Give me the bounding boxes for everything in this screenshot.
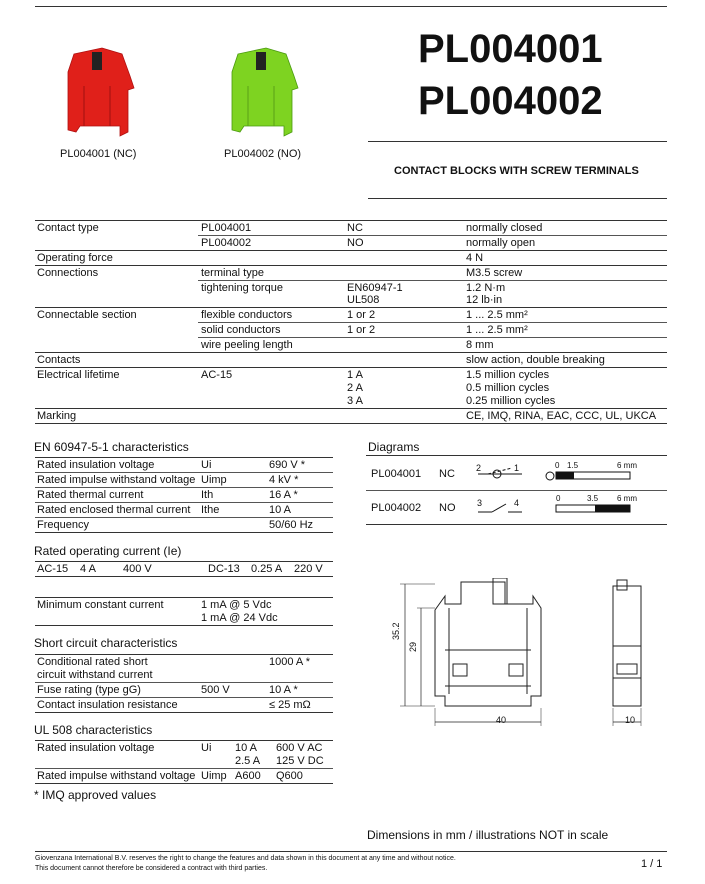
en-row-value: 16 A * bbox=[269, 489, 298, 501]
en-row-symbol: Uimp bbox=[201, 474, 227, 486]
lifetime-label: Electrical lifetime bbox=[37, 369, 120, 381]
product-code-1: PL004001 bbox=[418, 27, 603, 71]
sc-cell: 500 V bbox=[201, 684, 230, 696]
spec-cell: wire peeling length bbox=[201, 339, 293, 351]
sc-label: Conditional rated short bbox=[37, 656, 148, 668]
sc-value: 10 A * bbox=[269, 684, 298, 696]
diagrams-title: Diagrams bbox=[368, 440, 420, 454]
sc-label: circuit withstand current bbox=[37, 669, 153, 681]
spec-cell: EN60947-1 bbox=[347, 282, 403, 294]
sc-value: ≤ 25 mΩ bbox=[269, 699, 311, 711]
spec-cell: 1 or 2 bbox=[347, 309, 376, 321]
dim-height-body: 29 bbox=[408, 641, 418, 652]
ul-cell: 600 V AC bbox=[276, 742, 323, 754]
imq-note: * IMQ approved values bbox=[34, 788, 157, 802]
spec-cell: 0.25 million cycles bbox=[466, 395, 556, 407]
spec-cell: PL004001 bbox=[201, 222, 252, 234]
en-row-label: Rated impulse withstand voltage bbox=[37, 474, 196, 486]
table-rule bbox=[35, 487, 333, 488]
en-row-value: 690 V * bbox=[269, 459, 306, 471]
contact-type-label: Contact type bbox=[37, 222, 99, 234]
terminal-number: 1 bbox=[514, 463, 520, 473]
footer-disclaimer: Giovenzana International B.V. reserves the right to change the features and data shown in this document at any time and without notice. bbox=[35, 855, 456, 862]
contacts-value: slow action, double breaking bbox=[466, 354, 605, 366]
short-circuit-title: Short circuit characteristics bbox=[34, 636, 178, 650]
terminal-number: 2 bbox=[476, 463, 482, 473]
spec-cell: flexible conductors bbox=[201, 309, 293, 321]
spec-cell: solid conductors bbox=[201, 324, 281, 336]
spec-cell: M3.5 screw bbox=[466, 267, 523, 279]
en-row-value: 10 A bbox=[269, 504, 292, 516]
spec-cell: 0.5 million cycles bbox=[466, 382, 550, 394]
en-row-symbol: Ith bbox=[201, 489, 214, 501]
oc-cell: 4 A bbox=[80, 563, 96, 575]
spec-cell: PL004002 bbox=[201, 237, 252, 249]
section-label: Connectable section bbox=[37, 309, 137, 321]
ul-cell: A600 bbox=[235, 770, 261, 782]
table-rule bbox=[35, 502, 333, 503]
diagram-no-type: NO bbox=[439, 502, 456, 514]
stroke-mark: 1.5 bbox=[567, 461, 579, 470]
stroke-mark: 0 bbox=[555, 461, 560, 470]
spec-cell: normally closed bbox=[466, 222, 543, 234]
min-current-value: 1 mA @ 24 Vdc bbox=[201, 612, 278, 624]
ul-cell: 125 V DC bbox=[276, 755, 324, 767]
ul-label: Rated insulation voltage bbox=[37, 742, 155, 754]
subtitle: CONTACT BLOCKS WITH SCREW TERMINALS bbox=[394, 165, 639, 177]
marking-label: Marking bbox=[37, 410, 77, 422]
spec-cell: 1 or 2 bbox=[347, 324, 376, 336]
spec-cell: tightening torque bbox=[201, 282, 283, 294]
en-row-label: Rated enclosed thermal current bbox=[37, 504, 191, 516]
spec-cell: 12 lb·in bbox=[466, 294, 503, 306]
sc-label: Fuse rating (type gG) bbox=[37, 684, 141, 696]
diagram-nc-code: PL004001 bbox=[371, 468, 422, 480]
spec-cell: terminal type bbox=[201, 267, 264, 279]
ul-cell: Ui bbox=[201, 742, 212, 754]
product-image-nc bbox=[62, 46, 142, 138]
caption-nc: PL004001 (NC) bbox=[60, 148, 137, 160]
spec-cell: NO bbox=[347, 237, 364, 249]
spec-cell: 1 ... 2.5 mm² bbox=[466, 309, 528, 321]
product-image-no bbox=[226, 46, 306, 138]
sc-label: Contact insulation resistance bbox=[37, 699, 178, 711]
spec-cell: normally open bbox=[466, 237, 536, 249]
dimensional-drawing bbox=[385, 578, 665, 728]
min-current-label: Minimum constant current bbox=[37, 599, 164, 611]
ul-cell: Q600 bbox=[276, 770, 303, 782]
stroke-mark: 6 mm bbox=[617, 494, 637, 503]
min-current-value: 1 mA @ 5 Vdc bbox=[201, 599, 272, 611]
oc-cell: 0.25 A bbox=[251, 563, 283, 575]
terminal-number: 3 bbox=[477, 498, 483, 508]
top-rule bbox=[35, 6, 667, 7]
operating-force-label: Operating force bbox=[37, 252, 113, 264]
spec-cell: 2 A bbox=[347, 382, 363, 394]
table-rule bbox=[35, 532, 333, 533]
ul-cell: 2.5 A bbox=[235, 755, 261, 767]
spec-cell: UL508 bbox=[347, 294, 380, 306]
en-row-label: Rated insulation voltage bbox=[37, 459, 155, 471]
terminal-number: 4 bbox=[514, 498, 520, 508]
table-rule bbox=[35, 457, 333, 458]
page-number: 1 / 1 bbox=[641, 858, 663, 870]
en60947-title: EN 60947-5-1 characteristics bbox=[34, 440, 189, 454]
ul-cell: 10 A bbox=[235, 742, 258, 754]
en-row-value: 4 kV * bbox=[269, 474, 299, 486]
oc-cell: 220 V bbox=[294, 563, 323, 575]
stroke-mark: 0 bbox=[556, 494, 561, 503]
spec-cell: 1.2 N·m bbox=[466, 282, 506, 294]
connections-label: Connections bbox=[37, 267, 99, 279]
nc-stroke-bar bbox=[543, 470, 643, 482]
dim-height-total: 35.2 bbox=[391, 622, 401, 640]
dimensions-caption: Dimensions in mm / illustrations NOT in scale bbox=[367, 828, 609, 842]
oc-cell: DC-13 bbox=[208, 563, 240, 575]
product-code-2: PL004002 bbox=[418, 79, 603, 123]
dim-depth: 10 bbox=[625, 715, 636, 725]
footer-disclaimer: This document cannot therefore be considered a contract with third parties. bbox=[35, 865, 268, 872]
spec-cell: AC-15 bbox=[201, 369, 233, 381]
diagram-no-code: PL004002 bbox=[371, 502, 422, 514]
stroke-mark: 3.5 bbox=[587, 494, 599, 503]
spec-cell: 8 mm bbox=[466, 339, 494, 351]
sc-value: 1000 A * bbox=[269, 656, 310, 668]
table-rule bbox=[35, 517, 333, 518]
no-stroke-bar bbox=[555, 503, 635, 515]
spec-cell: 3 A bbox=[347, 395, 363, 407]
operating-current-title: Rated operating current (Ie) bbox=[34, 544, 182, 558]
en-row-symbol: Ithe bbox=[201, 504, 220, 516]
en-row-label: Frequency bbox=[37, 519, 89, 531]
spec-cell: 1 ... 2.5 mm² bbox=[466, 324, 528, 336]
stroke-mark: 6 mm bbox=[617, 461, 637, 470]
dim-width: 40 bbox=[496, 715, 507, 725]
oc-cell: 400 V bbox=[123, 563, 152, 575]
oc-cell: AC-15 bbox=[37, 563, 69, 575]
spec-cell: 1.5 million cycles bbox=[466, 369, 550, 381]
diagram-nc-type: NC bbox=[439, 468, 455, 480]
marking-value: CE, IMQ, RINA, EAC, CCC, UL, UKCA bbox=[466, 410, 657, 422]
contacts-label: Contacts bbox=[37, 354, 81, 366]
spec-cell: NC bbox=[347, 222, 363, 234]
table-rule bbox=[35, 472, 333, 473]
en-row-label: Rated thermal current bbox=[37, 489, 144, 501]
en-row-value: 50/60 Hz bbox=[269, 519, 314, 531]
operating-force-value: 4 N bbox=[466, 252, 484, 264]
caption-no: PL004002 (NO) bbox=[224, 148, 302, 160]
ul-label: Rated impulse withstand voltage bbox=[37, 770, 196, 782]
spec-cell: 1 A bbox=[347, 369, 363, 381]
ul-cell: Uimp bbox=[201, 770, 227, 782]
ul508-title: UL 508 characteristics bbox=[34, 723, 153, 737]
en-row-symbol: Ui bbox=[201, 459, 212, 471]
